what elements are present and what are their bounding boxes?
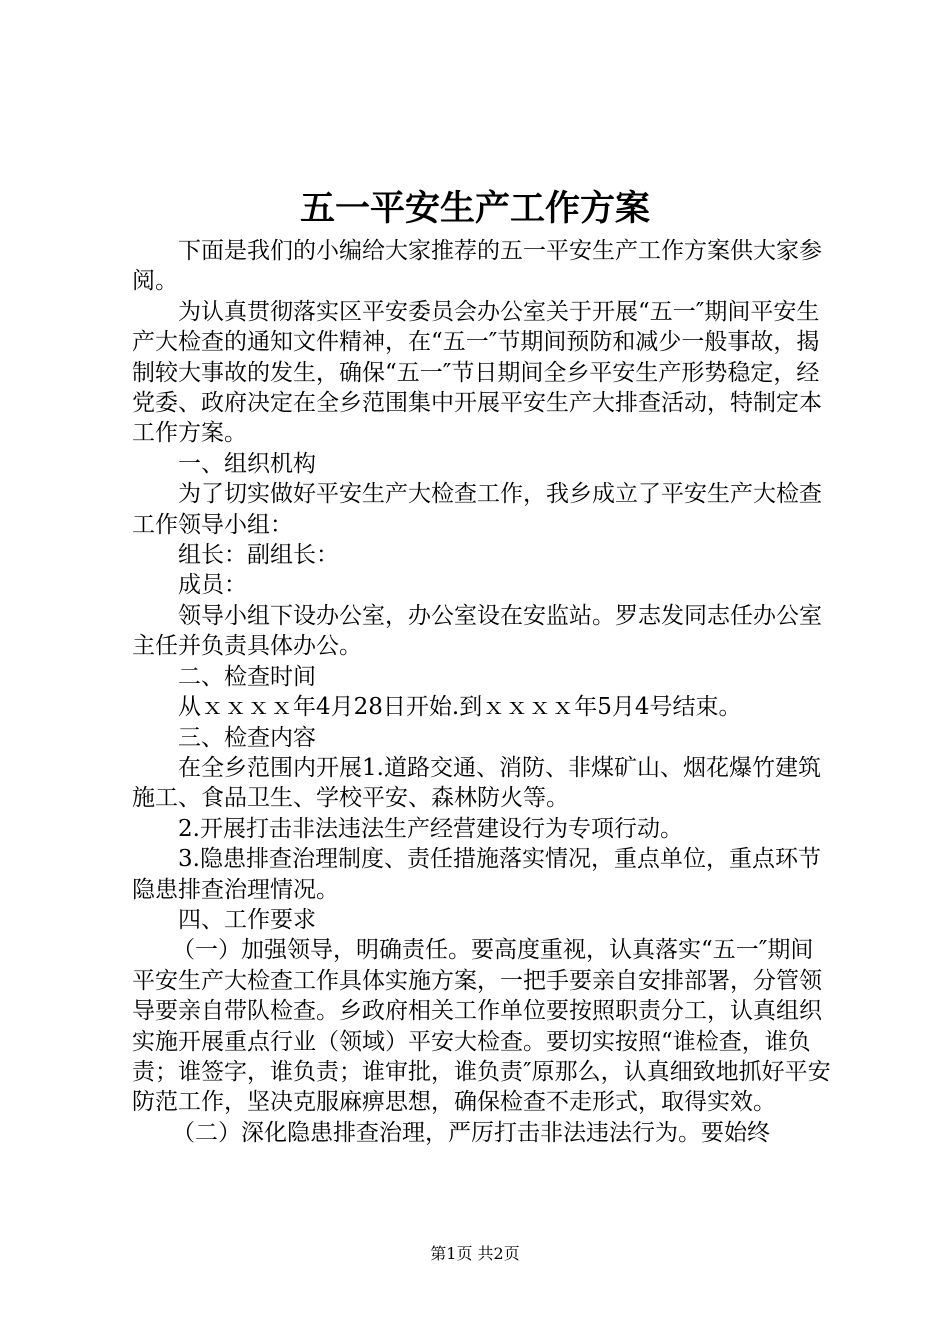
page-footer: 第1页 共2页 [430, 1244, 520, 1263]
paragraph-content-1: 在全乡范围内开展1.道路交通、消防、非煤矿山、烟花爆竹建筑施工、食品卫生、学校平安、森林防火等。 [132, 754, 821, 812]
paragraph-office: 领导小组下设办公室，办公室设在安监站。罗志发同志任办公室主任并负责具体办公。 [132, 602, 822, 660]
paragraph-purpose: 为认真贯彻落实区平安委员会办公室关于开展“五一″期间平安生产大检查的通知文件精神，在“五一″节期间预防和减少一般事故，揭制较大事故的发生，确保“五一″节日期间全乡平安生产形势稳定，经党委、政府决定在全乡范围集中开展平安生产大排查活动，特制定本工作方案。 [132, 298, 822, 447]
paragraph-requirement-1: （一）加强领导，明确责任。要高度重视，认真落实“五一″期间平安生产大检查工作具体实施方案，一把手要亲自安排部署，分管领导要亲自带队检查。乡政府相关工作单位要按照职责分工，认真组织实施开展重点行业（领域）平安大检查。要切实按照“谁检查，谁负责；谁签字，谁负责；谁审批，谁负责″原那么，认真细致地抓好平安防范工作，坚决克服麻痹思想，确保检查不走形式，取得实效。 [132, 937, 831, 1116]
paragraph-time: 从ｘｘｘｘ年4月28日开始.到ｘｘｘｘ年5月4号结束。 [178, 694, 742, 721]
document-title: 五一平安生产工作方案 [299, 188, 650, 229]
paragraph-content-2: 2.开展打击非法违法生产经营建设行为专项行动。 [178, 815, 683, 842]
paragraph-content-3: 3.隐患排查治理制度、责任措施落实情况，重点单位，重点环节隐患排查治理情况。 [132, 846, 821, 903]
section-heading-organization: 一、组织机构 [178, 450, 316, 477]
document-body [132, 236, 832, 1148]
paragraph-leaders: 组长：副组长： [178, 542, 339, 569]
paragraph-intro: 下面是我们的小编给大家推荐的五一平安生产工作方案供大家参阅。 [132, 238, 822, 295]
section-heading-time: 二、检查时间 [178, 663, 316, 690]
section-heading-requirements: 四、工作要求 [178, 906, 316, 933]
paragraph-organization: 为了切实做好平安生产大检查工作，我乡成立了平安生产大检查工作领导小组： [132, 481, 822, 538]
paragraph-requirement-2: （二）深化隐患排查治理，严厉打击非法违法行为。要始终 [172, 1119, 770, 1146]
paragraph-members: 成员： [178, 572, 247, 599]
section-heading-content: 三、检查内容 [178, 724, 316, 751]
